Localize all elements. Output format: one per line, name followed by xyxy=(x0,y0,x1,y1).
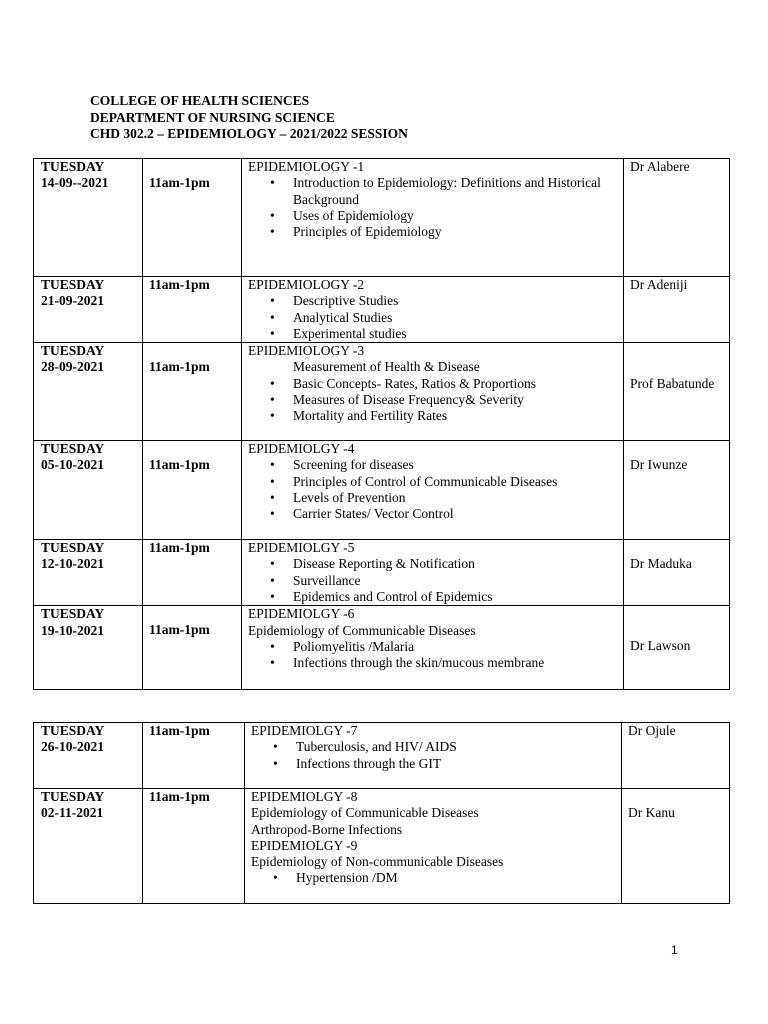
document-header xyxy=(90,93,408,143)
lecturer-cell xyxy=(624,159,730,277)
lecturer-cell xyxy=(624,343,730,441)
day-cell: TUESDAY 12-10-2021 xyxy=(34,540,143,606)
page-number: 1 xyxy=(671,943,678,957)
topic-cell xyxy=(242,159,624,277)
lecturer-name: Dr Kanu xyxy=(628,805,675,820)
list-item: • Introduction to Epidemiology: Definitions and Historical Background xyxy=(248,175,623,208)
topic-title: EPIDEMIOLOGY -2 xyxy=(248,277,365,292)
lecturer-name: Dr Alabere xyxy=(630,159,690,174)
topic-title: EPIDEMIOLGY -5 xyxy=(248,540,355,556)
college-name: COLLEGE OF HEALTH SCIENCES xyxy=(90,93,310,108)
time-cell: 11am-1pm xyxy=(143,606,242,690)
schedule-table-1 xyxy=(33,158,730,690)
lecturer-name: Dr Maduka xyxy=(630,556,692,572)
lecturer-name: Prof Babatunde xyxy=(630,376,715,392)
topic-list xyxy=(248,639,623,672)
time-cell: 11am-1pm xyxy=(143,159,242,277)
topic-title: EPIDEMIOLGY -4 xyxy=(248,441,355,457)
list-item: • Hypertension /DM xyxy=(251,870,621,886)
date: 12-10-2021 xyxy=(41,556,104,572)
day-cell: TUESDAY 05-10-2021 xyxy=(34,441,143,540)
lecturer-cell xyxy=(624,540,730,606)
topic-title: EPIDEMIOLGY -7 xyxy=(251,723,358,738)
list-item: • Descriptive Studies xyxy=(248,293,623,309)
day-cell: TUESDAY 02-11-2021 xyxy=(34,789,143,904)
topic-cell xyxy=(242,277,624,343)
table-row xyxy=(34,789,730,904)
list-item: • Analytical Studies xyxy=(248,310,623,326)
list-item: • Mortality and Fertility Rates xyxy=(248,408,623,424)
topic-cell xyxy=(242,441,624,540)
day-cell: TUESDAY 28-09-2021 xyxy=(34,343,143,441)
day-cell: TUESDAY 21-09-2021 xyxy=(34,277,143,343)
date: 26-10-2021 xyxy=(41,739,104,755)
time-cell: 11am-1pm xyxy=(143,343,242,441)
table-row xyxy=(34,277,730,343)
topic-list xyxy=(248,175,623,240)
topic-list xyxy=(248,457,623,522)
list-item: • Principles of Epidemiology xyxy=(248,224,623,240)
topic-title: EPIDEMIOLGY -6 xyxy=(248,606,355,622)
schedule-table-2 xyxy=(33,722,730,904)
list-item: • Surveillance xyxy=(248,573,623,589)
topic-cell xyxy=(242,343,624,441)
date: 19-10-2021 xyxy=(41,622,104,638)
lecturer-cell xyxy=(622,789,730,904)
topic-list xyxy=(248,293,623,342)
topic-title: EPIDEMIOLGY -9 xyxy=(251,837,358,853)
table-row xyxy=(34,540,730,606)
lecturer-name: Dr Ojule xyxy=(628,723,676,738)
topic-list xyxy=(251,739,621,772)
time-cell: 11am-1pm xyxy=(143,277,242,343)
list-item: • Uses of Epidemiology xyxy=(248,208,623,224)
topic-cell xyxy=(245,723,622,789)
course-title: CHD 302.2 – EPIDEMIOLOGY – 2021/2022 SESSION xyxy=(90,126,408,141)
day-cell: TUESDAY 19-10-2021 xyxy=(34,606,143,690)
topic-title: EPIDEMIOLGY -8 xyxy=(251,789,358,804)
time-cell: 11am-1pm xyxy=(143,441,242,540)
date: 28-09-2021 xyxy=(41,359,104,375)
list-item: • Basic Concepts- Rates, Ratios & Proportions xyxy=(248,376,623,392)
list-item: • Principles of Control of Communicable Diseases xyxy=(248,474,623,490)
lecturer-cell xyxy=(624,606,730,690)
topic-subtitle: Measurement of Health & Disease xyxy=(293,359,480,375)
topic-cell xyxy=(242,540,624,606)
topic-cell xyxy=(242,606,624,690)
list-item: • Infections through the skin/mucous membrane xyxy=(248,655,623,671)
list-item: • Levels of Prevention xyxy=(248,490,623,506)
lecturer-cell xyxy=(622,723,730,789)
list-item: • Disease Reporting & Notification xyxy=(248,556,623,572)
lecturer-name: Dr Iwunze xyxy=(630,457,688,473)
topic-subtitle: Epidemiology of Communicable Diseases xyxy=(248,622,476,638)
date: 21-09-2021 xyxy=(41,293,104,309)
table-row xyxy=(34,159,730,277)
date: 05-10-2021 xyxy=(41,457,104,473)
day-cell: TUESDAY 26-10-2021 xyxy=(34,723,143,789)
date: 02-11-2021 xyxy=(41,805,104,821)
date: 14-09--2021 xyxy=(41,175,109,191)
lecturer-cell xyxy=(624,277,730,343)
table-row xyxy=(34,343,730,441)
list-item: • Carrier States/ Vector Control xyxy=(248,506,623,522)
day-cell: TUESDAY 14-09--2021 xyxy=(34,159,143,277)
list-item: • Epidemics and Control of Epidemics xyxy=(248,589,623,605)
list-item: • Infections through the GIT xyxy=(251,756,621,772)
list-item: • Screening for diseases xyxy=(248,457,623,473)
topic-cell xyxy=(245,789,622,904)
topic-list xyxy=(251,870,621,886)
table-row xyxy=(34,441,730,540)
table-row xyxy=(34,606,730,690)
list-item: • Poliomyelitis /Malaria xyxy=(248,639,623,655)
list-item: • Measures of Disease Frequency& Severity xyxy=(248,392,623,408)
topic-title: EPIDEMIOLOGY -3 xyxy=(248,343,365,359)
topic-subtitle: Epidemiology of Non-communicable Diseases xyxy=(251,854,504,870)
time-cell: 11am-1pm xyxy=(143,540,242,606)
time-cell: 11am-1pm xyxy=(143,789,245,904)
lecturer-name: Dr Lawson xyxy=(630,638,691,654)
table-row xyxy=(34,723,730,789)
department-name: DEPARTMENT OF NURSING SCIENCE xyxy=(90,109,335,125)
lecturer-cell xyxy=(624,441,730,540)
list-item: • Tuberculosis, and HIV/ AIDS xyxy=(251,739,621,755)
list-item: • Experimental studies xyxy=(248,326,623,342)
topic-title: EPIDEMIOLOGY -1 xyxy=(248,159,365,174)
lecturer-name: Dr Adeniji xyxy=(630,277,688,292)
topic-list xyxy=(248,376,623,425)
topic-subtitle: Arthropod-Borne Infections xyxy=(251,821,403,837)
topic-list xyxy=(248,556,623,605)
topic-subtitle: Epidemiology of Communicable Diseases xyxy=(251,805,479,821)
time-cell: 11am-1pm xyxy=(143,723,245,789)
